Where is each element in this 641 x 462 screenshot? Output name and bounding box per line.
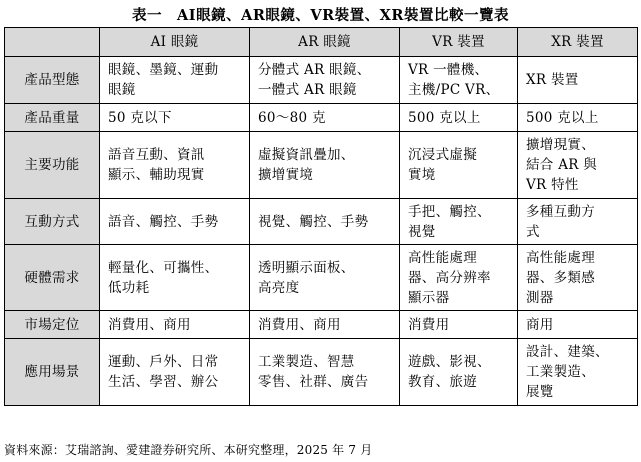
cell-line: 視覺、觸控、手勢: [258, 213, 369, 230]
table-row-application: [5, 339, 638, 406]
table-row-interaction: [5, 199, 638, 245]
cell-line: 顯示器: [408, 289, 450, 306]
header-xr-device: XR 裝置: [518, 28, 638, 57]
cell-ar: [250, 57, 400, 104]
cell-line: 生活、學習、辦公: [108, 374, 219, 390]
cell-line: 語音互動、資訊: [108, 147, 205, 163]
cell-line: 商用: [526, 316, 554, 333]
cell-ar: [250, 199, 400, 245]
cell-line: 顯示、輔助現實: [108, 167, 205, 183]
cell-line: 低功耗: [108, 279, 150, 296]
cell-ai: [100, 132, 250, 199]
cell-xr: [518, 245, 638, 311]
cell-vr: [400, 311, 518, 339]
table-row-hardware: [5, 245, 638, 311]
cell-ar: [250, 311, 400, 339]
header-vr-device: VR 裝置: [400, 28, 518, 57]
cell-line: 視覺: [408, 223, 436, 240]
cell-line: 擴增現實、: [526, 137, 595, 153]
cell-line: 語音、觸控、手勢: [108, 213, 219, 230]
header-corner: [5, 28, 100, 57]
header-ar-glasses: AR 眼鏡: [250, 28, 400, 57]
cell-line: 消費用、商用: [258, 316, 341, 333]
cell-line: 50 克以下: [108, 109, 172, 126]
cell-line: 遊戲、影視、: [408, 354, 491, 370]
source-note: 資料來源：艾瑞諮詢、愛建證券研究所、本研究整理，2025 年 7 月: [4, 443, 373, 457]
cell-vr: [400, 245, 518, 311]
cell-line: 沉浸式虛擬: [408, 147, 477, 163]
cell-xr: [518, 339, 638, 406]
cell-line: 教育、旅遊: [408, 374, 477, 390]
cell-ai: [100, 104, 250, 132]
cell-line: 一體式 AR 眼鏡: [258, 82, 357, 98]
cell-ai: [100, 199, 250, 245]
cell-ar: [250, 104, 400, 132]
cell-vr: [400, 339, 518, 406]
cell-line: 工業製造、: [526, 364, 595, 380]
cell-xr: [518, 57, 638, 104]
cell-line: 透明顯示面板、: [258, 259, 355, 276]
cell-vr: [400, 57, 518, 104]
cell-xr: [518, 311, 638, 339]
cell-line: 工業製造、智慧: [258, 354, 355, 370]
cell-xr: [518, 132, 638, 199]
cell-ai: [100, 245, 250, 311]
cell-line: 輕量化、可攜性、: [108, 259, 219, 276]
cell-line: 器、高分辨率: [408, 269, 491, 286]
table-row-product-weight: [5, 104, 638, 132]
cell-ar: [250, 339, 400, 406]
cell-xr: [518, 104, 638, 132]
cell-line: XR 裝置: [526, 72, 579, 88]
cell-line: 眼鏡: [108, 82, 136, 98]
header-row: [5, 28, 638, 57]
cell-line: 分體式 AR 眼鏡、: [258, 62, 371, 78]
cell-line: 高性能處理: [526, 249, 595, 266]
cell-ai: [100, 57, 250, 104]
cell-line: 眼鏡、墨鏡、運動: [108, 62, 219, 78]
row-label: 互動方式: [5, 199, 100, 245]
table-row-market: [5, 311, 638, 339]
cell-line: 消費用、商用: [108, 316, 191, 333]
cell-line: 運動、戶外、日常: [108, 354, 219, 370]
row-label: 產品型態: [5, 57, 100, 104]
cell-line: VR 特性: [526, 177, 579, 193]
row-label: 主要功能: [5, 132, 100, 199]
cell-ar: [250, 245, 400, 311]
cell-ai: [100, 339, 250, 406]
cell-ar: [250, 132, 400, 199]
cell-vr: [400, 199, 518, 245]
cell-line: 500 克以上: [408, 109, 481, 126]
cell-line: 擴增實境: [258, 167, 314, 183]
cell-line: VR 一體機、: [408, 62, 489, 78]
comparison-table: [4, 27, 638, 406]
cell-vr: [400, 104, 518, 132]
cell-line: 展覽: [526, 384, 554, 400]
cell-vr: [400, 132, 518, 199]
cell-ai: [100, 311, 250, 339]
cell-line: 設計、建築、: [526, 344, 609, 360]
cell-line: 多種互動方: [526, 203, 595, 220]
cell-line: 高性能處理: [408, 249, 477, 266]
cell-line: 結合 AR 與: [526, 157, 598, 173]
row-label: 產品重量: [5, 104, 100, 132]
cell-line: 器、多類感: [526, 269, 595, 286]
row-label: 應用場景: [5, 339, 100, 406]
header-ai-glasses: AI 眼鏡: [100, 28, 250, 57]
cell-line: 主機/PC VR、: [408, 82, 500, 98]
row-label: 市場定位: [5, 311, 100, 339]
cell-xr: [518, 199, 638, 245]
cell-line: 實境: [408, 167, 436, 183]
table-row-product-form: [5, 57, 638, 104]
cell-line: 60～80 克: [258, 109, 326, 126]
cell-line: 消費用: [408, 316, 450, 333]
cell-line: 零售、社群、廣告: [258, 374, 369, 390]
cell-line: 式: [526, 223, 540, 240]
row-label: 硬體需求: [5, 245, 100, 311]
cell-line: 500 克以上: [526, 109, 599, 126]
cell-line: 虛擬資訊疊加、: [258, 147, 355, 163]
table-title: 表一 AI眼鏡、AR眼鏡、VR裝置、XR裝置比較一覽表: [132, 7, 509, 24]
cell-line: 手把、觸控、: [408, 203, 491, 220]
cell-line: 測器: [526, 289, 554, 306]
table-row-main-function: [5, 132, 638, 199]
cell-line: 高亮度: [258, 279, 300, 296]
